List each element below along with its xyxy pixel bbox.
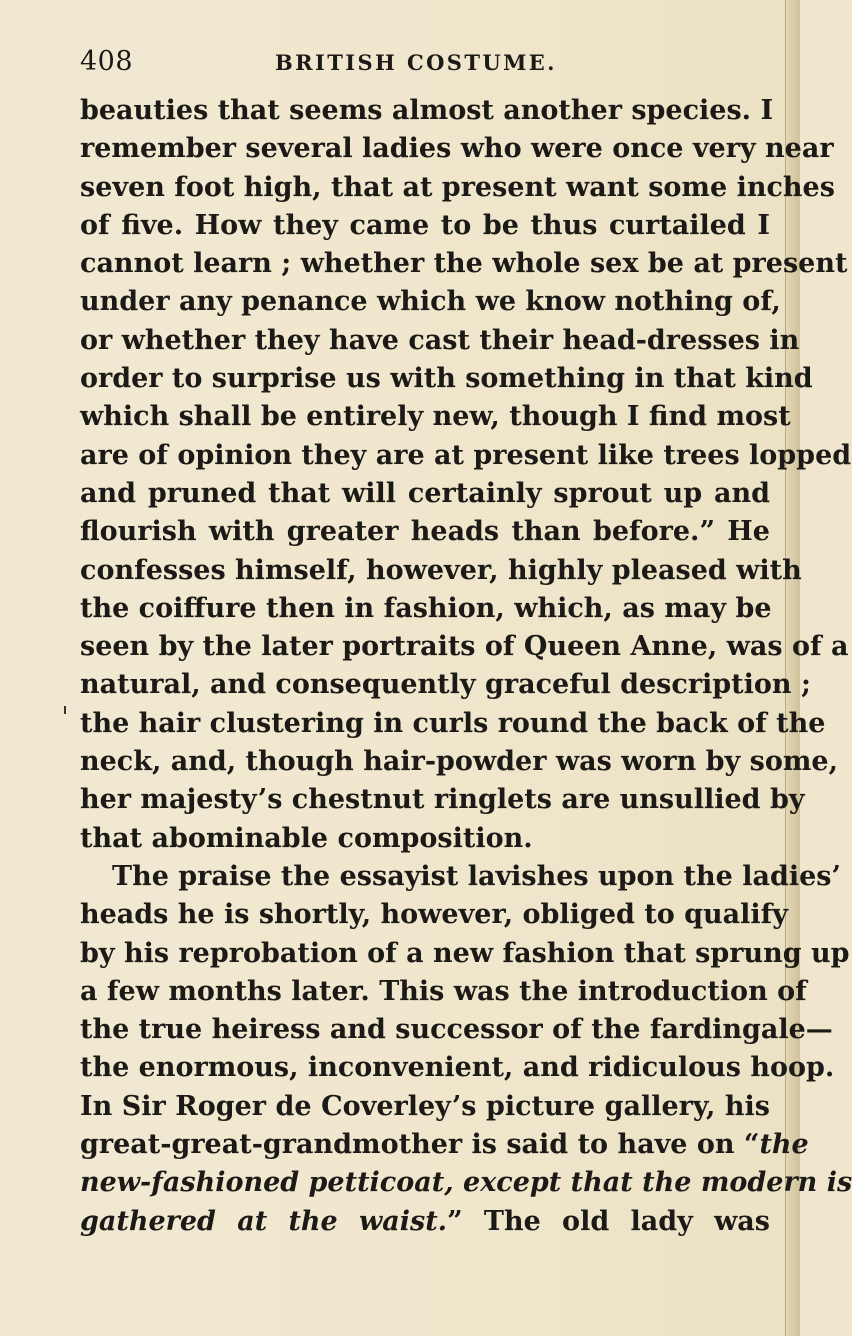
text-line: The praise the essayist lavishes upon the ladies’ [112, 860, 841, 892]
text-line: the hair clustering in curls round the back of the [80, 707, 826, 739]
print-mark [64, 706, 66, 714]
text-line: seven foot high, that at present want some inches [80, 171, 835, 203]
text-line: order to surprise us with something in that kind [80, 363, 813, 395]
text-line: the coiffure then in fashion, which, as may be [80, 592, 772, 624]
text-line: that abominable composition. [80, 822, 533, 854]
page-number: 408 [80, 46, 134, 77]
text-line: confesses himself, however, highly pleased with [80, 554, 802, 586]
text-line: new-fashioned petticoat, except that the modern is [80, 1167, 852, 1199]
text-line: and pruned that will certainly sprout up and [80, 477, 770, 509]
text-line: In Sir Roger de Coverley’s picture gallery, his [80, 1090, 770, 1122]
text-line: neck, and, though hair-powder was worn by some, [80, 746, 839, 778]
text-line: remember several ladies who were once very near [80, 133, 834, 165]
text-line: by his reprobation of a new fashion that sprung up [80, 937, 850, 969]
page-header [80, 46, 770, 82]
text-line: the enormous, inconvenient, and ridiculous hoop. [80, 1052, 835, 1084]
text-line: under any penance which we know nothing of, [80, 286, 781, 318]
text-line: beauties that seems almost another species. I [80, 95, 774, 126]
text-line: gathered at the waist.” The old lady was [80, 1205, 771, 1237]
text-line: or whether they have cast their head-dresses in [80, 324, 800, 356]
text-line: natural, and consequently graceful description ; [80, 669, 811, 701]
body-text [80, 92, 852, 1241]
text-line: a few months later. This was the introduction of [80, 975, 807, 1007]
text-line: flourish with greater heads than before.” He [80, 516, 770, 548]
text-line: which shall be entirely new, though I find most [80, 401, 791, 433]
text-line: of five. How they came to be thus curtailed I [80, 209, 770, 241]
text-line: seen by the later portraits of Queen Anne, was of a [80, 631, 849, 663]
text-line: cannot learn ; whether the whole sex be at present [80, 248, 848, 280]
text-line: are of opinion they are at present like trees lopped [80, 439, 852, 471]
text-line: the true heiress and successor of the fardingale— [80, 1014, 833, 1046]
running-title: BRITISH COSTUME. [275, 50, 557, 75]
text-line: her majesty’s chestnut ringlets are unsullied by [80, 784, 805, 816]
text-line: heads he is shortly, however, obliged to qualify [80, 899, 788, 931]
text-line: great-great-grandmother is said to have on “the [80, 1129, 809, 1161]
